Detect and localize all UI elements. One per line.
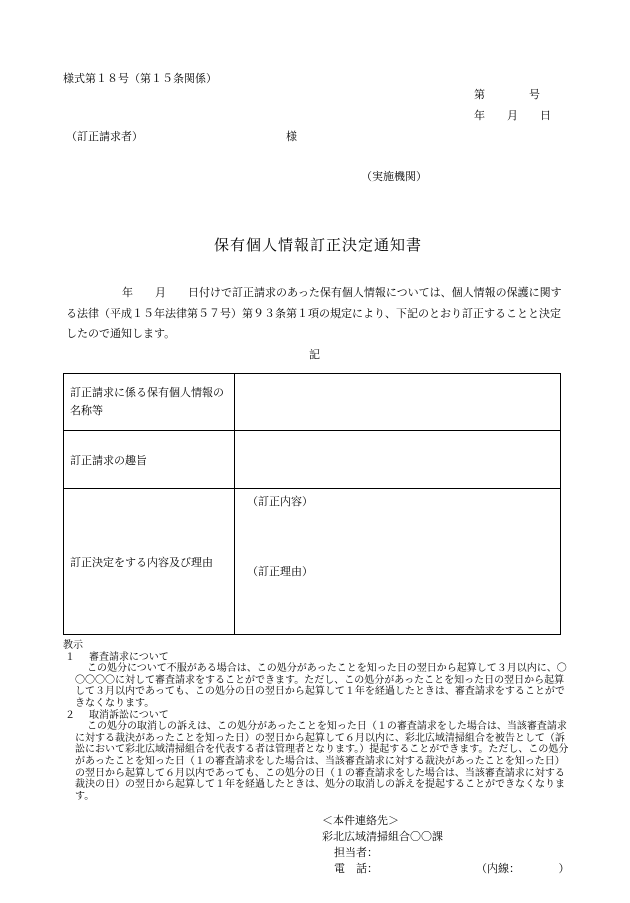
- row-value-decision: [235, 489, 561, 635]
- row-label-purpose: 訂正請求の趣旨: [64, 431, 235, 489]
- instruction-2-text: この処分の取消しの訴えは、この処分があったことを知った日（１の審査請求をした場合は、当該審査請求に対する裁決があったことを知った日）の翌日から起算して６月以内に、彩北広域清掃組合を被告として（訴訟において彩北広域清掃組合を代表する者は管理者となります。）提起することができます。ただし、この処分があったことを知った日（１の審査請求をした場合は、当該審査請求に対する裁決があったことを知った日）の翌日から起算して６月以内であっても、この処分の日（１の審査請求をした場合は、当該審査請求に対する裁決の日）の翌日から起算して１年を経過したときは、処分の取消しの訴えを提起することができなくなります。: [75, 721, 569, 802]
- ki-label: 記: [309, 348, 320, 361]
- issue-date: 年 月 日: [474, 109, 551, 122]
- row-value-name: [235, 374, 561, 431]
- correction-reason-label: （訂正理由）: [247, 565, 313, 578]
- contact-extension: （内線： ）: [476, 862, 570, 875]
- contact-person: 担当者：: [334, 846, 378, 859]
- row-value-purpose: [235, 431, 561, 489]
- addressee-label: （訂正請求者）: [66, 130, 143, 143]
- contact-org: 彩北広域清掃組合〇〇課: [322, 830, 443, 843]
- instruction-2-title: ２ 取消訴訟について: [65, 709, 169, 721]
- contact-heading: ＜本件連絡先＞: [322, 814, 399, 827]
- document-number: 第 号: [474, 88, 540, 101]
- contact-phone: 電 話：: [334, 862, 378, 875]
- instructions: [63, 640, 569, 802]
- row-label-name: 訂正請求に係る保有個人情報の名称等: [64, 374, 235, 431]
- correction-table: [63, 373, 561, 635]
- form-number: 様式第１８号（第１５条関係）: [63, 72, 217, 85]
- row-label-decision: 訂正決定をする内容及び理由: [64, 489, 235, 635]
- correction-content-label: （訂正内容）: [247, 495, 313, 508]
- page-title: 保有個人情報訂正決定通知書: [214, 236, 423, 254]
- instruction-1-title: １ 審査請求について: [65, 651, 169, 663]
- table-row: [64, 489, 561, 635]
- issuer-label: （実施機関）: [361, 170, 427, 183]
- table-row: [64, 374, 561, 431]
- instructions-heading: 教示: [63, 640, 83, 651]
- body-paragraph: 年 月 日付けで訂正請求のあった保有個人情報については、個人情報の保護に関する法律（平成１５年法律第５７号）第９３条第１項の規定により、下記のとおり訂正することと決定したので通知します。: [66, 286, 562, 340]
- addressee-honorific: 様: [286, 130, 297, 143]
- table-row: [64, 431, 561, 489]
- instruction-1-text: この処分について不服がある場合は、この処分があったことを知った日の翌日から起算して３月以内に、〇〇〇〇〇に対して審査請求をすることができます。ただし、この処分があったことを知った日の翌日から起算して３月以内であっても、この処分の日の翌日から起算して１年を経過したときは、審査請求をすることができなくなります。: [75, 663, 567, 709]
